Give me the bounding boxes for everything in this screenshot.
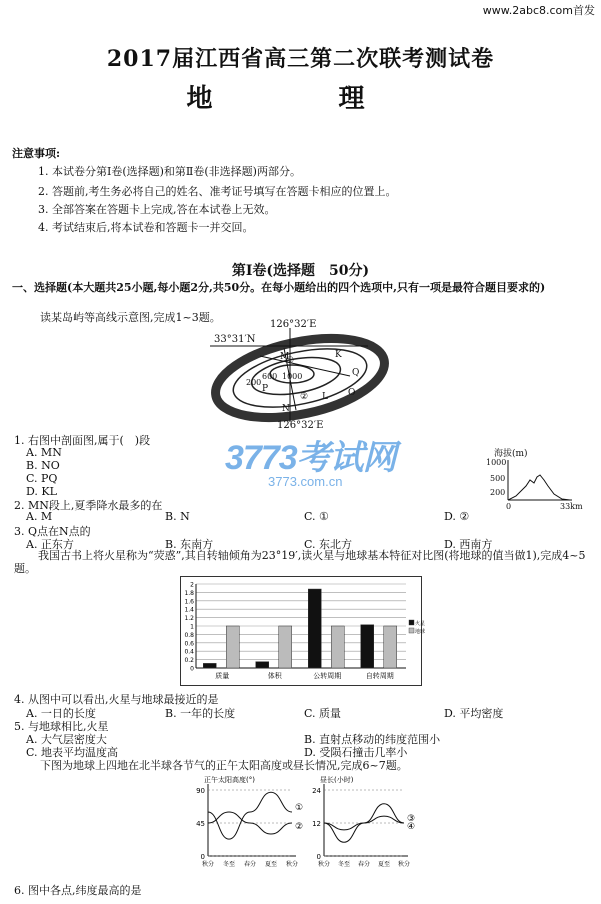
map-label-2: ② [300,392,309,402]
y-tick-label: 1.8 [184,589,194,597]
longitude-label-top: 126°32′E [270,319,317,330]
answer-option: B. NO [26,459,60,472]
y-tick-label: 45 [196,820,205,828]
question-stem: 5. 与地球相比,火星 [14,720,109,733]
elevation-profile-chart [504,456,574,506]
bar-mars [308,589,321,668]
longitude-label-bottom: 126°32′E [277,420,324,431]
map-label-o: O [348,388,356,398]
chart-title: 昼长(小时) [320,776,354,784]
bar-mars [203,663,216,668]
answer-option: B. 一年的长度 [165,707,236,720]
notice-item: 1. 本试卷分第Ⅰ卷(选择题)和第Ⅱ卷(非选择题)两部分。 [38,165,301,178]
answer-option: B. 东南方 [165,538,214,551]
map-label-m: M [280,352,290,362]
x-tick-label: 夏至 [264,861,278,868]
map-label-k: K [335,350,342,360]
y-tick-label: 12 [312,820,321,828]
answer-option: C. 质量 [304,707,342,720]
watermark-logo: 3773考试网 [225,439,396,477]
answer-option: A. 一日的长度 [26,707,96,720]
chart-title: 正午太阳高度(°) [204,776,255,784]
y-tick-label: 1.2 [184,615,194,623]
series-label: ④ [407,822,416,832]
latitude-label: 33°31′N [214,334,256,345]
x-tick-label: 秋分 [201,861,215,868]
contour-label-200: 200 [246,378,262,387]
legend-label: 火星 [415,621,426,627]
y-tick-label: 0.4 [184,648,194,656]
answer-option: D. 西南方 [444,538,493,551]
series-label: ① [295,803,304,813]
bar-earth [226,626,239,668]
contour-label-1000: 1000 [282,372,303,381]
profile-xtick: 33km [560,502,583,511]
answer-option: B. 直射点移动的纬度范围小 [304,733,441,746]
y-tick-label: 0 [190,665,194,673]
y-tick-label: 0 [316,853,321,861]
y-tick-label: 1.6 [184,598,194,606]
bar-mars [256,662,269,668]
x-tick-label: 秋分 [397,861,411,868]
y-tick-label: 90 [196,787,205,795]
part1-heading: 第Ⅰ卷(选择题 50分) [231,263,370,279]
y-tick-label: 0.8 [184,631,194,639]
answer-option: D. 受陨石撞击几率小 [304,746,408,759]
legend-swatch [409,620,414,625]
answer-option: A. 正东方 [26,538,74,551]
map-label-l: L [322,392,328,402]
legend-label: 地球 [415,629,426,635]
legend-swatch [409,628,414,633]
question-stem: 1. 右图中剖面图,属于( )段 [14,434,151,447]
contour-label-600: 600 [262,372,278,381]
x-tick-label: 冬至 [222,861,236,868]
sun-altitude-chart [180,772,310,876]
answer-option: B. N [165,510,190,523]
x-tick-label: 夏至 [377,861,391,868]
answer-option: D. ② [444,510,470,523]
x-tick-label: 自转周期 [365,672,394,680]
y-tick-label: 2 [190,581,194,589]
x-tick-label: 春分 [243,861,257,868]
y-tick-label: 0.2 [184,657,194,665]
question-intro: 下图为地球上四地在北半球各节气的正午太阳高度或昼长情况,完成6~7题。 [40,759,408,772]
notice-heading: 注意事项: [12,147,61,160]
profile-xtick: 0 [506,502,512,511]
day-length-chart [306,772,426,876]
x-tick-label: 冬至 [337,861,351,868]
answer-option: D. KL [26,485,57,498]
x-tick-label: 秋分 [317,861,331,868]
exam-title: 2017届江西省高三第二次联考测试卷 [106,46,495,72]
x-tick-label: 秋分 [285,861,299,868]
answer-option: C. ① [304,510,329,523]
site-watermark-text: www.2abc8.com首发 [482,4,595,17]
question-intro: 我国古书上将火星称为“荧惑”,其自转轴倾角为23°19′,读火星与地球基本特征对比图(将地球的值当做1),完成4~5题。 [14,549,586,575]
x-tick-label: 公转周期 [313,672,342,680]
watermark-url: 3773.com.cn [268,474,343,489]
notice-item: 4. 考试结束后,将本试卷和答题卡一并交回。 [38,221,254,234]
y-tick-label: 0.6 [184,640,194,648]
bar-mars [361,625,374,668]
map-label-p: P [262,384,269,394]
answer-option: C. PQ [26,472,58,485]
answer-option: A. 大气层密度大 [26,733,107,746]
x-tick-label: 春分 [357,861,371,868]
question-stem: 4. 从图中可以看出,火星与地球最接近的是 [14,693,219,706]
map-label-n: N [282,404,290,414]
question-stem: 3. Q点在N点的 [14,525,91,538]
y-tick-label: 24 [312,787,321,795]
notice-item: 2. 答题前,考生务必将自己的姓名、准考证号填写在答题卡相应的位置上。 [38,185,397,198]
question-stem: 6. 图中各点,纬度最高的是 [14,884,142,897]
series-label: ③ [407,814,416,824]
profile-ytick: 1000 [486,458,507,467]
question-intro: 读某岛屿等高线示意图,完成1~3题。 [40,311,221,324]
profile-ylabel: 海拔(m) [494,449,528,459]
mars-earth-bar-chart [180,576,426,686]
y-tick-label: 1 [190,623,194,631]
question-stem: 2. MN段上,夏季降水最多的在 [14,499,163,512]
map-label-1: ① [286,356,295,366]
section-instructions: 一、选择题(本大题共25小题,每小题2分,共50分。在每小题给出的四个选项中,只有一项是最符合题目要求的) [12,281,546,294]
subject-title: 地 理 [186,84,415,114]
notice-item: 3. 全部答案在答题卡上完成,答在本试卷上无效。 [38,203,276,216]
map-label-q: Q [352,368,360,378]
x-tick-label: 体积 [267,672,282,680]
answer-option: D. 平均密度 [444,707,504,720]
series-label: ② [295,822,304,832]
profile-ytick: 500 [490,474,506,483]
profile-ytick: 200 [490,488,506,497]
y-tick-label: 0 [200,853,205,861]
y-tick-label: 1.4 [184,606,194,614]
answer-option: C. 地表平均温度高 [26,746,119,759]
answer-option: A. MN [26,446,62,459]
bar-earth [331,626,344,668]
x-tick-label: 质量 [215,672,230,680]
bar-earth [384,626,397,668]
answer-option: C. 东北方 [304,538,353,551]
bar-earth [279,626,292,668]
answer-option: A. M [26,510,53,523]
